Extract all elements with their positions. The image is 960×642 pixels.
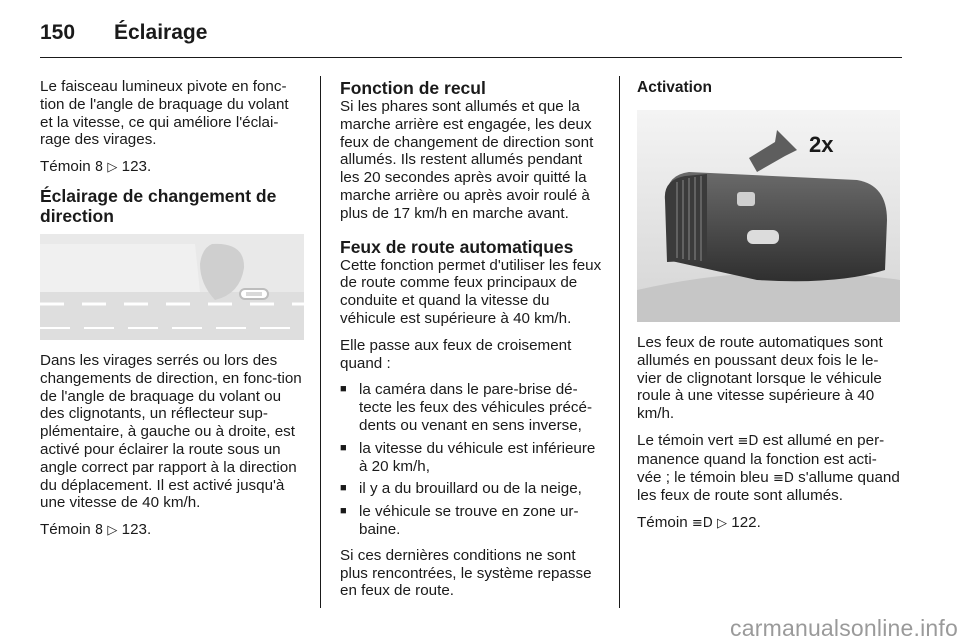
column-3 bbox=[637, 78, 901, 542]
cornering-light-illustration bbox=[40, 234, 304, 340]
indicator-lamp-icon: 8 bbox=[94, 160, 104, 176]
conditions-list bbox=[340, 381, 604, 538]
page-ref-link[interactable]: 123. bbox=[121, 158, 152, 176]
header-rule bbox=[40, 57, 902, 58]
column-1 bbox=[40, 78, 304, 549]
high-beam-indicator-icon: ≡D bbox=[772, 470, 794, 486]
page-ref-arrow-icon: ▷ bbox=[107, 523, 118, 539]
list-item: ■ la caméra dans le pare-brise dé-tecte les feux des véhicules précé-dents ou venant en sens inverse, bbox=[340, 381, 604, 434]
indicator-line-3: Témoin ≡D ▷ 122. bbox=[637, 514, 761, 532]
list-item: ■ le véhicule se trouve en zone ur-baine. bbox=[340, 503, 604, 539]
indicator-line-1: Témoin 8 ▷ 123. bbox=[40, 158, 152, 176]
figure-callout-label: 2x bbox=[809, 132, 834, 157]
page-header bbox=[40, 18, 207, 48]
indicator-lamp-icon: 8 bbox=[94, 523, 104, 539]
auto-high-beam-indicator-icon: ≡D bbox=[737, 433, 759, 449]
indicator-description-paragraph: Le témoin vert ≡D est allumé en per-manence quand la fonction est acti-vée ; le témoin bleu ≡D s'allume quand les feux de route sont allumés. bbox=[637, 431, 900, 505]
turn-signal-lever-illustration bbox=[637, 110, 900, 322]
auto-high-beam-paragraph: Cette fonction permet d'utiliser les feux de route comme feux principaux de conduite et quand la vitesse du véhicule est supérieure à 40 km/h. bbox=[340, 256, 602, 327]
cornering-light-paragraph: Dans les virages serrés ou lors des changements de direction, en fonc-tion de l'angle de braquage du volant ou des clignotants, un réflecteur sup-plémentaire, à gauche ou à droite, est activé pour éclairer la route sous un angle correct par rapport à la direction du déplacement. Il est activé jusqu'à une vitesse de 40 km/h. bbox=[40, 351, 302, 512]
page-ref-link[interactable]: 122. bbox=[731, 514, 761, 532]
column-2 bbox=[340, 78, 604, 609]
page-ref-arrow-icon: ▷ bbox=[107, 160, 118, 176]
activation-paragraph: Les feux de route automatiques sont allumés en poussant deux fois le le-vier de clignotant lorsque le véhicule roule à une vitesse supérieure à 40 km/h. bbox=[637, 334, 883, 423]
page-ref-link[interactable]: 123. bbox=[121, 521, 152, 539]
list-item: ■ la vitesse du véhicule est inférieure à 20 km/h, bbox=[340, 440, 604, 476]
section-heading-reverse-function: Fonction de recul bbox=[340, 78, 486, 98]
indicator-line-2: Témoin 8 ▷ 123. bbox=[40, 521, 152, 539]
low-beam-conditions-intro: Elle passe aux feux de croisement quand : bbox=[340, 336, 572, 372]
section-heading-activation: Activation bbox=[637, 79, 712, 96]
intro-paragraph: Le faisceau lumineux pivote en fonc-tion de l'angle de braquage du volant et la vitesse, ce qui améliore l'éclai-rage des virages. bbox=[40, 78, 289, 149]
page-title: Éclairage bbox=[114, 21, 208, 44]
page-ref-arrow-icon: ▷ bbox=[717, 516, 728, 532]
reverse-function-paragraph: Si les phares sont allumés et que la marche arrière est engagée, les deux feux de changement de direction sont allumés. Ils restent allumés pendant les 20 secondes après avoir quitté la marche arrière ou après avoir roulé à plus de 17 km/h en marche avant. bbox=[340, 98, 594, 222]
page-number: 150 bbox=[40, 21, 76, 44]
return-high-beam-paragraph: Si ces dernières conditions ne sont plus rencontrées, le système repasse en feux de route. bbox=[340, 546, 592, 600]
auto-high-beam-indicator-icon: ≡D bbox=[691, 516, 713, 532]
list-item: ■ il y a du brouillard ou de la neige, bbox=[340, 480, 604, 498]
column-divider-2 bbox=[619, 76, 620, 608]
watermark: carmanualsonline.info bbox=[730, 615, 958, 641]
column-divider-1 bbox=[320, 76, 321, 608]
section-heading-cornering-light: Éclairage de changement de direction bbox=[40, 185, 277, 226]
section-heading-auto-high-beam: Feux de route automatiques bbox=[340, 236, 574, 257]
